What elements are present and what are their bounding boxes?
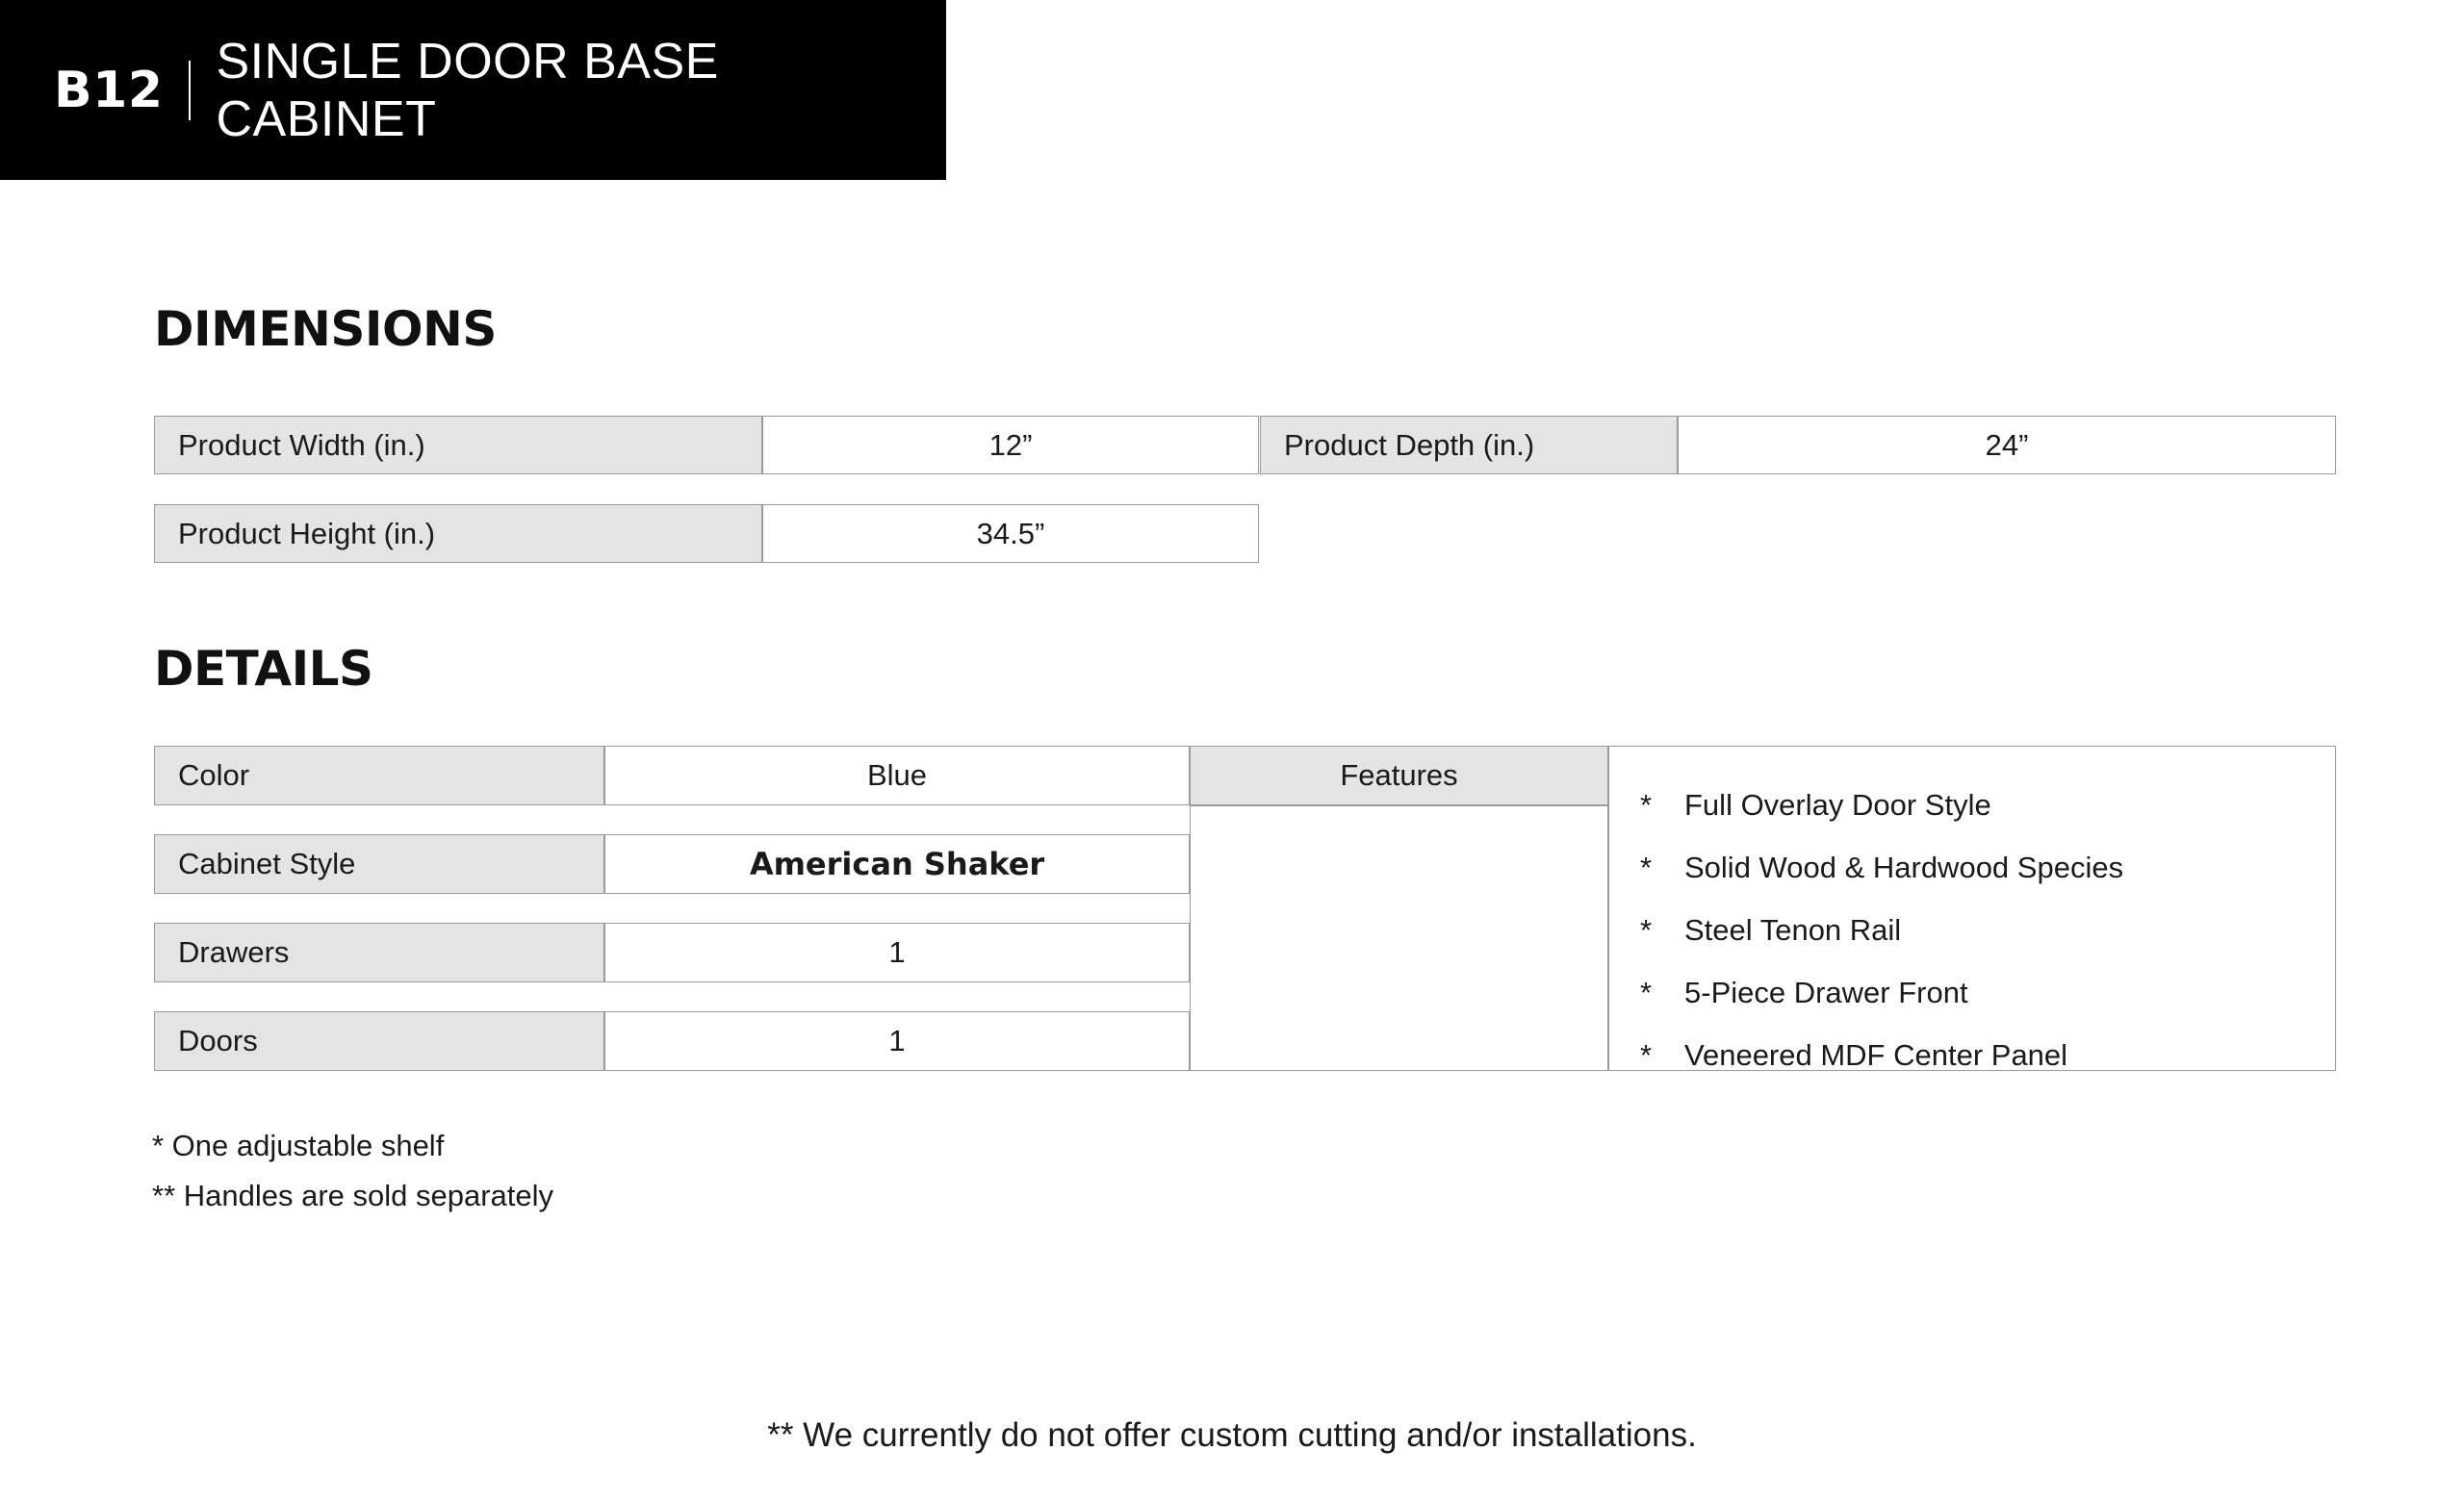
feature-bullet-icon: *: [1640, 976, 1653, 1009]
details-row-label-doors: Doors: [154, 1011, 604, 1071]
dimensions-row-value-depth: 24”: [1678, 416, 2336, 474]
product-code: B12: [54, 61, 164, 119]
details-row-label-drawers: Drawers: [154, 923, 604, 982]
dimensions-section-heading: DIMENSIONS: [154, 301, 497, 357]
feature-item: [1640, 774, 2335, 836]
footnote-adjustable-shelf: * One adjustable shelf: [152, 1129, 445, 1162]
feature-item: [1640, 836, 2335, 899]
custom-cutting-note: ** We currently do not offer custom cutting and/or installations.: [767, 1416, 1697, 1454]
dimensions-row-value-height: 34.5”: [762, 504, 1259, 563]
details-row-value-color: Blue: [604, 746, 1190, 805]
details-features-empty-cell: [1190, 805, 1608, 1071]
details-row-value-doors: 1: [604, 1011, 1190, 1071]
feature-text: Solid Wood & Hardwood Species: [1684, 851, 2124, 884]
dimensions-row-label-depth: Product Depth (in.): [1260, 416, 1678, 474]
dimensions-row-value-width: 12”: [762, 416, 1259, 474]
feature-text: Veneered MDF Center Panel: [1684, 1038, 2068, 1072]
dimensions-row-label-width: Product Width (in.): [154, 416, 762, 474]
features-list: [1608, 746, 2336, 1071]
feature-item: [1640, 899, 2335, 961]
feature-text: Steel Tenon Rail: [1684, 913, 1902, 947]
header-divider: [189, 61, 192, 120]
details-row-label-cabinet-style: Cabinet Style: [154, 834, 604, 894]
feature-text: Full Overlay Door Style: [1684, 788, 1991, 822]
feature-item: [1640, 961, 2335, 1024]
feature-text: 5-Piece Drawer Front: [1684, 976, 1968, 1009]
feature-item: [1640, 1024, 2335, 1086]
details-section-heading: DETAILS: [154, 641, 373, 697]
product-title: SINGLE DOOR BASE CABINET: [216, 33, 719, 147]
feature-bullet-icon: *: [1640, 1038, 1653, 1072]
feature-bullet-icon: *: [1640, 788, 1653, 822]
feature-bullet-icon: *: [1640, 913, 1653, 947]
page-header: [0, 0, 946, 180]
feature-bullet-icon: *: [1640, 851, 1653, 884]
details-row-value-drawers: 1: [604, 923, 1190, 982]
dimensions-row-label-height: Product Height (in.): [154, 504, 762, 563]
details-row-label-color: Color: [154, 746, 604, 805]
details-features-label: Features: [1190, 746, 1608, 805]
details-row-value-cabinet-style: American Shaker: [604, 834, 1190, 894]
footnote-handles: ** Handles are sold separately: [152, 1179, 554, 1212]
